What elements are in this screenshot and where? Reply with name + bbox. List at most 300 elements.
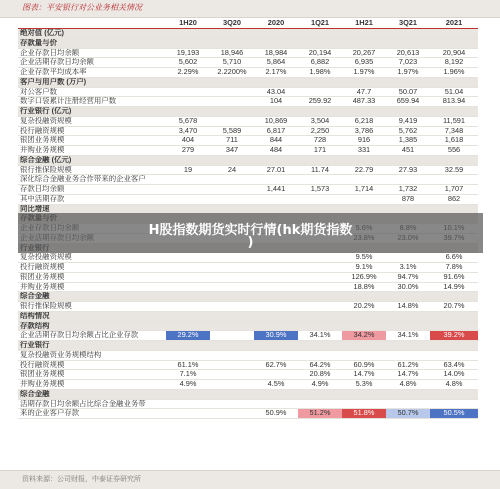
value-cell: [166, 185, 210, 195]
row-label: 企业活期存款日均余额: [18, 58, 166, 68]
value-cell: 19: [166, 165, 210, 175]
row-label: 投行融资规模: [18, 263, 166, 273]
section-header-row: [18, 38, 478, 48]
section-empty-cell: [342, 292, 386, 302]
value-cell: 20,613: [386, 48, 430, 58]
value-cell: 20,267: [342, 48, 386, 58]
value-cell: 5,678: [166, 116, 210, 126]
value-cell: [166, 194, 210, 204]
value-cell: [210, 282, 254, 292]
value-cell: 34.1%: [298, 331, 342, 341]
row-label: 企业存款平均成本率: [18, 68, 166, 78]
value-cell: 9.5%: [342, 253, 386, 263]
section-empty-cell: [210, 38, 254, 48]
value-cell: [210, 409, 254, 419]
row-label: 银行推保险规模: [18, 302, 166, 312]
value-cell: [254, 399, 298, 409]
header-period-cell: 2020: [254, 18, 298, 29]
value-cell: 11,591: [430, 116, 478, 126]
value-cell: 51.2%: [298, 409, 342, 419]
section-empty-cell: [386, 389, 430, 399]
value-cell: 51.8%: [342, 409, 386, 419]
table-row: [18, 87, 478, 97]
section-header-row: [18, 292, 478, 302]
source-footer: [0, 470, 500, 489]
value-cell: 94.7%: [386, 272, 430, 282]
section-empty-cell: [386, 107, 430, 117]
table-row: [18, 350, 478, 360]
value-cell: [254, 302, 298, 312]
table-row: [18, 302, 478, 312]
section-header-row: [18, 107, 478, 117]
value-cell: [210, 350, 254, 360]
value-cell: [166, 409, 210, 419]
value-cell: [254, 194, 298, 204]
value-cell: [298, 175, 342, 185]
value-cell: 64.2%: [298, 360, 342, 370]
value-cell: 9,419: [386, 116, 430, 126]
value-cell: 47.7: [342, 87, 386, 97]
value-cell: [298, 302, 342, 312]
section-title: 行业银行 (亿元): [18, 107, 166, 117]
value-cell: 1.97%: [342, 68, 386, 78]
value-cell: [210, 87, 254, 97]
value-cell: 14.8%: [386, 302, 430, 312]
value-cell: 451: [386, 146, 430, 156]
value-cell: 43.04: [254, 87, 298, 97]
table-row: [18, 272, 478, 282]
value-cell: [166, 263, 210, 273]
value-cell: [298, 399, 342, 409]
value-cell: 1,573: [298, 185, 342, 195]
table-row: [18, 253, 478, 263]
value-cell: 862: [430, 194, 478, 204]
row-label: 投行融资规模: [18, 126, 166, 136]
value-cell: [210, 97, 254, 107]
value-cell: [166, 97, 210, 107]
value-cell: 1.97%: [386, 68, 430, 78]
value-cell: 1,732: [386, 185, 430, 195]
row-label: 并购业务规模: [18, 380, 166, 390]
value-cell: 728: [298, 136, 342, 146]
value-cell: 7,023: [386, 58, 430, 68]
value-cell: 18,984: [254, 48, 298, 58]
table-row: [18, 263, 478, 273]
value-cell: 50.9%: [254, 409, 298, 419]
value-cell: 1,618: [430, 136, 478, 146]
table-row: [18, 116, 478, 126]
value-cell: 14.0%: [430, 370, 478, 380]
row-label: 银团业务规模: [18, 370, 166, 380]
value-cell: 50.07: [386, 87, 430, 97]
value-cell: 22.79: [342, 165, 386, 175]
value-cell: 104: [254, 97, 298, 107]
value-cell: 39.2%: [430, 331, 478, 341]
value-cell: [298, 263, 342, 273]
value-cell: 91.6%: [430, 272, 478, 282]
value-cell: [210, 302, 254, 312]
value-cell: 27.93: [386, 165, 430, 175]
value-cell: [430, 175, 478, 185]
value-cell: [210, 380, 254, 390]
value-cell: [342, 194, 386, 204]
section-empty-cell: [386, 29, 430, 39]
value-cell: [298, 282, 342, 292]
value-cell: [386, 175, 430, 185]
section-empty-cell: [210, 321, 254, 331]
section-header-row: [18, 77, 478, 87]
value-cell: 19,193: [166, 48, 210, 58]
table-row: [18, 165, 478, 175]
table-row: [18, 185, 478, 195]
value-cell: 8,192: [430, 58, 478, 68]
value-cell: [210, 399, 254, 409]
table-row: [18, 58, 478, 68]
row-label: 存款日均余额: [18, 185, 166, 195]
value-cell: 20.2%: [342, 302, 386, 312]
section-title: 存款量与价: [18, 38, 166, 48]
value-cell: 50.5%: [430, 409, 478, 419]
section-empty-cell: [298, 38, 342, 48]
section-empty-cell: [342, 341, 386, 351]
value-cell: [298, 272, 342, 282]
value-cell: 659.94: [386, 97, 430, 107]
value-cell: 487.33: [342, 97, 386, 107]
value-cell: 14.7%: [386, 370, 430, 380]
section-empty-cell: [166, 107, 210, 117]
value-cell: 29.2%: [166, 331, 210, 341]
section-empty-cell: [298, 321, 342, 331]
section-empty-cell: [166, 321, 210, 331]
section-title: 绝对值 (亿元): [18, 29, 166, 39]
value-cell: 331: [342, 146, 386, 156]
row-label: 来的企业客户存款: [18, 409, 166, 419]
section-empty-cell: [210, 29, 254, 39]
section-title: 存款结构: [18, 321, 166, 331]
header-period-cell: 3Q20: [210, 18, 254, 29]
section-empty-cell: [430, 292, 478, 302]
section-empty-cell: [430, 389, 478, 399]
row-label: 其中活期存款: [18, 194, 166, 204]
section-empty-cell: [254, 155, 298, 165]
value-cell: 1,714: [342, 185, 386, 195]
value-cell: 61.2%: [386, 360, 430, 370]
section-empty-cell: [298, 311, 342, 321]
value-cell: [210, 331, 254, 341]
value-cell: [210, 194, 254, 204]
value-cell: 2,250: [298, 126, 342, 136]
value-cell: 2.29%: [166, 68, 210, 78]
value-cell: 171: [298, 146, 342, 156]
section-empty-cell: [342, 77, 386, 87]
value-cell: 4.5%: [254, 380, 298, 390]
section-empty-cell: [342, 155, 386, 165]
value-cell: 1,707: [430, 185, 478, 195]
section-empty-cell: [342, 107, 386, 117]
section-title: 综合金融: [18, 389, 166, 399]
value-cell: 279: [166, 146, 210, 156]
value-cell: 711: [210, 136, 254, 146]
value-cell: [254, 350, 298, 360]
value-cell: [210, 272, 254, 282]
row-label: 投行融资规模: [18, 360, 166, 370]
value-cell: [298, 87, 342, 97]
section-empty-cell: [386, 341, 430, 351]
value-cell: 18,946: [210, 48, 254, 58]
value-cell: 20,194: [298, 48, 342, 58]
value-cell: [254, 263, 298, 273]
value-cell: 60.9%: [342, 360, 386, 370]
value-cell: [342, 350, 386, 360]
value-cell: [166, 175, 210, 185]
value-cell: [342, 175, 386, 185]
section-empty-cell: [430, 38, 478, 48]
value-cell: 7.8%: [430, 263, 478, 273]
value-cell: [342, 399, 386, 409]
value-cell: [254, 272, 298, 282]
value-cell: 24: [210, 165, 254, 175]
row-label: 银团业务规模: [18, 272, 166, 282]
value-cell: 484: [254, 146, 298, 156]
source-note: 资料来源：公司财报，中泰证券研究所: [22, 475, 141, 483]
section-empty-cell: [210, 107, 254, 117]
value-cell: 4.8%: [430, 380, 478, 390]
value-cell: [210, 263, 254, 273]
value-cell: 6,882: [298, 58, 342, 68]
value-cell: 20.7%: [430, 302, 478, 312]
value-cell: 5,602: [166, 58, 210, 68]
row-label: 并购业务规模: [18, 282, 166, 292]
value-cell: [166, 399, 210, 409]
value-cell: 4.8%: [386, 380, 430, 390]
value-cell: [166, 302, 210, 312]
value-cell: 3,470: [166, 126, 210, 136]
value-cell: [210, 116, 254, 126]
value-cell: 11.74: [298, 165, 342, 175]
value-cell: 61.1%: [166, 360, 210, 370]
section-empty-cell: [342, 311, 386, 321]
value-cell: 1,385: [386, 136, 430, 146]
value-cell: 916: [342, 136, 386, 146]
value-cell: 5.3%: [342, 380, 386, 390]
value-cell: [166, 87, 210, 97]
value-cell: 878: [386, 194, 430, 204]
row-label: 数字口袋累计注册经营用户数: [18, 97, 166, 107]
value-cell: 126.9%: [342, 272, 386, 282]
value-cell: [298, 350, 342, 360]
value-cell: 2.17%: [254, 68, 298, 78]
value-cell: 14.9%: [430, 282, 478, 292]
value-cell: [210, 360, 254, 370]
table-row: [18, 146, 478, 156]
value-cell: 7,348: [430, 126, 478, 136]
value-cell: [298, 253, 342, 263]
value-cell: [430, 399, 478, 409]
value-cell: [210, 175, 254, 185]
value-cell: 6,935: [342, 58, 386, 68]
row-label: 复杂投融资规模: [18, 116, 166, 126]
table-row: [18, 360, 478, 370]
section-empty-cell: [210, 389, 254, 399]
row-label: 复杂投融资业务规模结构: [18, 350, 166, 360]
table-row: [18, 136, 478, 146]
section-empty-cell: [166, 38, 210, 48]
section-empty-cell: [210, 292, 254, 302]
section-empty-cell: [254, 311, 298, 321]
value-cell: [210, 370, 254, 380]
value-cell: [210, 253, 254, 263]
section-empty-cell: [254, 389, 298, 399]
value-cell: 259.92: [298, 97, 342, 107]
value-cell: [166, 282, 210, 292]
table-row: [18, 380, 478, 390]
value-cell: [166, 253, 210, 263]
row-label: 企业存款日均余额: [18, 48, 166, 58]
section-empty-cell: [298, 292, 342, 302]
value-cell: 20.8%: [298, 370, 342, 380]
value-cell: 5,589: [210, 126, 254, 136]
section-empty-cell: [386, 292, 430, 302]
value-cell: [386, 399, 430, 409]
section-empty-cell: [210, 341, 254, 351]
value-cell: [254, 253, 298, 263]
section-empty-cell: [254, 292, 298, 302]
table-row: [18, 68, 478, 78]
row-label: 对公客户数: [18, 87, 166, 97]
section-empty-cell: [254, 29, 298, 39]
value-cell: 6.6%: [430, 253, 478, 263]
section-title: 行业银行: [18, 341, 166, 351]
header-period-cell: 1Q21: [298, 18, 342, 29]
table-row: [18, 370, 478, 380]
section-header-row: [18, 155, 478, 165]
section-title: 综合金融: [18, 292, 166, 302]
section-title: 结构情况: [18, 311, 166, 321]
section-title: 客户与用户数 (万户): [18, 77, 166, 87]
section-empty-cell: [298, 107, 342, 117]
section-header-row: [18, 321, 478, 331]
section-empty-cell: [210, 311, 254, 321]
table-row: [18, 175, 478, 185]
row-label: 企业活期存款日均余额占比企业存款: [18, 331, 166, 341]
section-empty-cell: [166, 389, 210, 399]
value-cell: [430, 350, 478, 360]
section-empty-cell: [254, 38, 298, 48]
header-period-cell: 1H21: [342, 18, 386, 29]
section-empty-cell: [166, 311, 210, 321]
value-cell: [254, 282, 298, 292]
section-empty-cell: [386, 77, 430, 87]
value-cell: 9.1%: [342, 263, 386, 273]
row-label: 复杂投融资规模: [18, 253, 166, 263]
section-header-row: [18, 29, 478, 39]
value-cell: 50.7%: [386, 409, 430, 419]
section-empty-cell: [166, 155, 210, 165]
section-header-row: [18, 311, 478, 321]
value-cell: 5,864: [254, 58, 298, 68]
value-cell: 1.98%: [298, 68, 342, 78]
value-cell: 3.1%: [386, 263, 430, 273]
value-cell: [386, 350, 430, 360]
section-title: 同比增速: [18, 204, 166, 214]
header-row: [18, 18, 478, 29]
value-cell: 34.1%: [386, 331, 430, 341]
section-empty-cell: [210, 77, 254, 87]
value-cell: 3,786: [342, 126, 386, 136]
table-row: [18, 409, 478, 419]
row-label: 银团业务规模: [18, 136, 166, 146]
section-empty-cell: [430, 107, 478, 117]
value-cell: 2.2200%: [210, 68, 254, 78]
value-cell: [166, 272, 210, 282]
chart-title: 图表：平安银行对公业务相关情况: [22, 3, 142, 12]
header-period-cell: 2021: [430, 18, 478, 29]
value-cell: 1,441: [254, 185, 298, 195]
section-empty-cell: [386, 311, 430, 321]
value-cell: 27.01: [254, 165, 298, 175]
row-label: 活期存款日均余额占比综合金融业务带: [18, 399, 166, 409]
section-empty-cell: [166, 77, 210, 87]
section-empty-cell: [298, 77, 342, 87]
overlay-text-line2: ): [247, 235, 254, 250]
section-empty-cell: [298, 341, 342, 351]
value-cell: 4.9%: [298, 380, 342, 390]
value-cell: [166, 350, 210, 360]
section-empty-cell: [166, 341, 210, 351]
value-cell: 20,904: [430, 48, 478, 58]
section-title: 综合金融 (亿元): [18, 155, 166, 165]
section-header-row: [18, 341, 478, 351]
section-empty-cell: [430, 77, 478, 87]
value-cell: 14.7%: [342, 370, 386, 380]
section-empty-cell: [166, 292, 210, 302]
value-cell: [254, 175, 298, 185]
section-empty-cell: [254, 107, 298, 117]
value-cell: 1.96%: [430, 68, 478, 78]
section-empty-cell: [342, 29, 386, 39]
header-period-cell: 3Q21: [386, 18, 430, 29]
value-cell: 62.7%: [254, 360, 298, 370]
section-empty-cell: [210, 155, 254, 165]
value-cell: 813.94: [430, 97, 478, 107]
table-row: [18, 282, 478, 292]
section-empty-cell: [386, 321, 430, 331]
section-empty-cell: [386, 155, 430, 165]
value-cell: 51.04: [430, 87, 478, 97]
section-empty-cell: [386, 38, 430, 48]
value-cell: 32.59: [430, 165, 478, 175]
section-header-row: [18, 389, 478, 399]
header-label-cell: [18, 18, 166, 29]
watermark-overlay: [18, 213, 483, 253]
value-cell: 10,869: [254, 116, 298, 126]
section-empty-cell: [298, 155, 342, 165]
table-row: [18, 126, 478, 136]
value-cell: 7.1%: [166, 370, 210, 380]
value-cell: 30.0%: [386, 282, 430, 292]
value-cell: 404: [166, 136, 210, 146]
section-empty-cell: [430, 321, 478, 331]
table-row: [18, 48, 478, 58]
value-cell: 844: [254, 136, 298, 146]
value-cell: [210, 185, 254, 195]
value-cell: 30.9%: [254, 331, 298, 341]
table-row: [18, 331, 478, 341]
section-empty-cell: [430, 155, 478, 165]
row-label: 深化综合金融业务合作带来的企业客户: [18, 175, 166, 185]
value-cell: 556: [430, 146, 478, 156]
value-cell: 5,710: [210, 58, 254, 68]
